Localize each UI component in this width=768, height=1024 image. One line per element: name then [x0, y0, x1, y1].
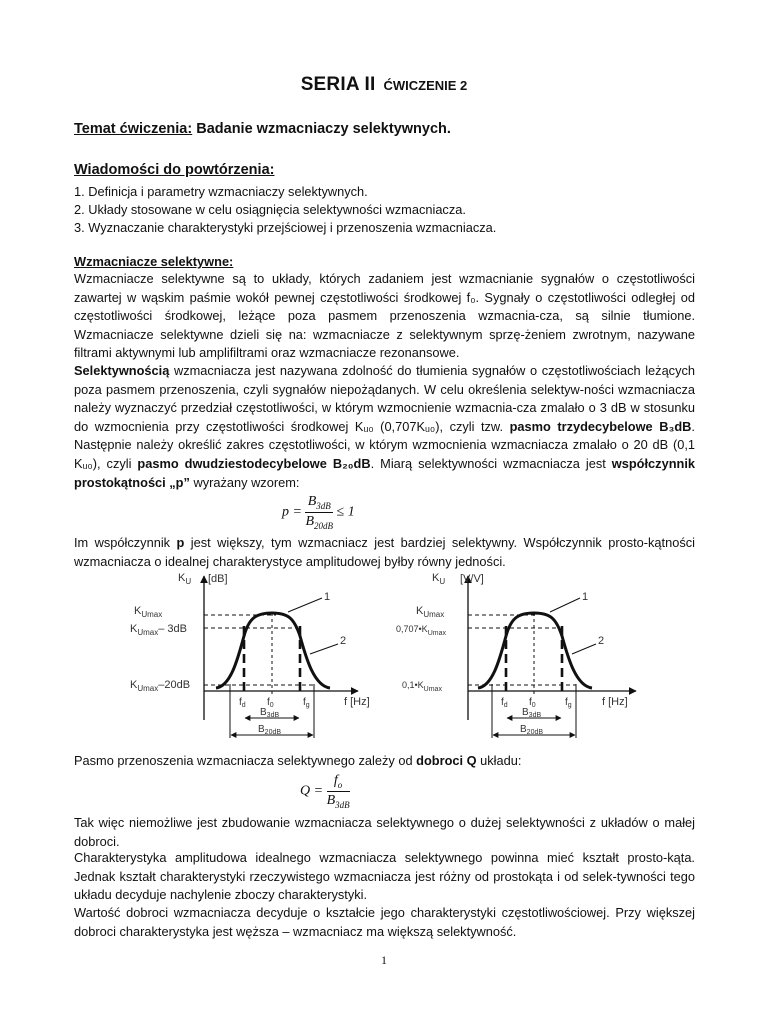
label-b20db: $B_{20dB}$ — [258, 724, 282, 736]
formula-rhs: ≤ 1 — [336, 504, 355, 520]
label-f0: $f_0$ — [529, 697, 536, 709]
label-kumax-3db: $K_{Umax}-$ 3dB — [130, 623, 187, 637]
figure-svg — [126, 568, 640, 748]
series-title: SERIA II — [300, 74, 376, 95]
term-rectangularity: współczynnik prostokątności „p” — [74, 455, 695, 490]
paragraph-text: . Następnie należy określić zakres częstotliwości, w którym wzmocnienia wzmacniacza zmalało o 20 dB (0,1 Kᵤ₀), czyli — [74, 418, 695, 471]
formula-subscript: o — [337, 779, 343, 790]
curve-label-1: 1 — [324, 591, 331, 603]
response-curve — [216, 613, 330, 688]
paragraph-text: Pasmo przenoszenia wzmacniacza selektywnego zależy od — [74, 753, 417, 768]
label-b3db: $B_{3dB}$ — [522, 707, 542, 719]
page-title — [0, 74, 768, 96]
formula-subscript: 20dB — [314, 520, 334, 531]
paragraph-text: Im współczynnik — [74, 535, 177, 550]
formula-fraction — [305, 494, 333, 531]
paragraph-text: jest większy, tym wzmacniacz jest bardziej selektywny. Współczynnik prosto-kątności wzmacniacza o idealnej charakterystyce amplitudowej byłby równy jedności. — [74, 535, 695, 569]
response-curve — [478, 613, 592, 688]
label-b3db: $B_{3dB}$ — [260, 707, 280, 719]
label-kumax: $K_{Umax}$ — [416, 605, 445, 619]
formula-p — [282, 494, 355, 531]
label-fd: $f_d$ — [239, 697, 246, 709]
paragraph-coefficient — [74, 534, 695, 571]
paragraph-text: układu: — [476, 753, 522, 768]
formula-denominator — [305, 513, 333, 531]
frequency-response-figure — [126, 568, 640, 753]
leader-2 — [310, 644, 338, 654]
paragraph-bandwidth — [74, 752, 695, 771]
label-kumax: $K_{Umax}$ — [134, 605, 163, 619]
topic-line — [74, 121, 451, 137]
list-item: 1. Definicja i parametry wzmacniaczy selektywnych. — [74, 184, 368, 199]
y-axis-label: $K_U$ — [432, 572, 446, 586]
formula-lhs: p = — [282, 504, 302, 520]
y-axis-label: $K_U$ — [178, 572, 192, 586]
review-list — [74, 183, 496, 237]
formula-q — [300, 773, 350, 810]
x-axis-unit: f [Hz] — [344, 696, 370, 708]
exercise-title: ĆWICZENIE 2 — [383, 78, 468, 93]
formula-subscript: 3dB — [316, 500, 331, 511]
leader-1 — [550, 598, 580, 612]
leader-2 — [572, 644, 596, 654]
paragraph-intro: Wzmacniacze selektywne są to układy, których zadaniem jest wzmacnianie sygnałów o częstotliwości zawartej w wąskim paśmie wokół pewnej częstotliwości środkowej f₀. Sygnały o częstotliwości odległej od częstotliwości środkowej, leżące poza pasmem przenoszenia wzmacnia-cza, są silnie tłumione. Wzmacniacze selektywne dzieli się na: wzmacniacze z selektywnym sprzę-żeniem zwrotnym, nazywane filtrami aktywnymi lub amplifiltrami oraz wzmacniacze rezonansowe. — [74, 271, 695, 361]
section-heading: Wzmacniacze selektywne: — [74, 254, 234, 269]
list-item: 3. Wyznaczanie charakterystyki przejściowej i przenoszenia wzmacniacza. — [74, 220, 497, 235]
label-fg: $f_g$ — [565, 697, 572, 709]
formula-lhs: Q = — [300, 783, 324, 799]
term-b3db: pasmo trzydecybelowe B₃dB — [509, 418, 692, 434]
topic-text: Badanie wzmacniaczy selektywnych. — [196, 121, 451, 137]
y-axis-unit: [V/V] — [460, 573, 484, 585]
label-0707-kumax: $0,707•K_{Umax}$ — [396, 624, 446, 637]
label-kumax-20db: $K_{Umax}-20dB$ — [130, 679, 191, 693]
x-axis-unit: f [Hz] — [602, 696, 628, 708]
curve-label-1: 1 — [582, 591, 589, 603]
paragraph-conclusion: Tak więc niemożliwe jest zbudowanie wzmacniacza selektywnego o dużej selektywności z układów o małej dobroci. — [74, 815, 695, 849]
term-b20db: pasmo dwudziestodecybelowe B₂₀dB — [137, 455, 371, 471]
paragraph-text: . Miarą selektywności wzmacniacza jest — [370, 455, 612, 471]
curve-label-2: 2 — [598, 635, 605, 647]
formula-symbol: B — [326, 792, 336, 808]
formula-denominator — [327, 792, 350, 810]
formula-fraction — [327, 773, 350, 810]
paragraph-selectivity — [74, 362, 695, 492]
term-p: p — [176, 535, 185, 550]
label-fd: $f_d$ — [501, 697, 508, 709]
formula-subscript: 3dB — [335, 799, 350, 810]
paragraph-text: wzmacniacza jest nazywana zdolność do tłumienia sygnałów o częstotliwościach leżących poza pasmem przenoszenia, czyli sygnałów niepożądanych. W celu określenia selektyw-ności wzmacniacza należy wyznaczyć przedział częstotliwości, w którym wzmocnienie wzmacnia-cza zmalało o 3 dB w stosunku do wzmocnienia przy częstotliwości środkowej Kᵤ₀ (0,707Kᵤ₀), czyli tzw. — [74, 363, 695, 434]
formula-numerator — [327, 773, 350, 792]
term-quality-factor: dobroci Q — [416, 753, 477, 768]
label-fg: $f_g$ — [303, 697, 310, 709]
y-axis-unit: [dB] — [208, 573, 228, 585]
term-selectivity: Selektywnością — [74, 363, 170, 378]
formula-symbol: f — [333, 773, 338, 788]
review-heading: Wiadomości do powtórzenia: — [74, 162, 275, 178]
formula-numerator — [305, 494, 333, 513]
formula-symbol: B — [307, 494, 317, 509]
leader-1 — [288, 598, 322, 612]
page-number: 1 — [381, 953, 387, 967]
topic-label: Temat ćwiczenia: — [74, 121, 193, 137]
chart-right — [396, 572, 636, 738]
label-f0: $f_0$ — [267, 697, 274, 709]
label-01-kumax: $0,1•K_{Umax}$ — [402, 680, 442, 693]
paragraph-ideal-shape: Charakterystyka amplitudowa idealnego wzmacniacza selektywnego powinna mieć kształt prosto-kąta. Jednak kształt charakterystyki rzeczywistego wzmacniacza jest różny od prostokąta i od selek-tywności tego układu decyduje nachylenie zboczy charakterystyki. — [74, 850, 695, 903]
paragraph-quality: Wartość dobroci wzmacniacza decyduje o kształcie jego charakterystyki częstotliwościowej. Przy większej dobroci charakterystyka jest węższa – wzmacniacz ma większą selektywność. — [74, 905, 695, 939]
chart-left — [130, 572, 370, 738]
curve-label-2: 2 — [340, 635, 347, 647]
label-b20db: $B_{20dB}$ — [520, 724, 544, 736]
formula-symbol: B — [305, 513, 315, 529]
paragraph-text: wyrażany wzorem: — [189, 474, 300, 490]
list-item: 2. Układy stosowane w celu osiągnięcia selektywności wzmacniacza. — [74, 202, 466, 217]
